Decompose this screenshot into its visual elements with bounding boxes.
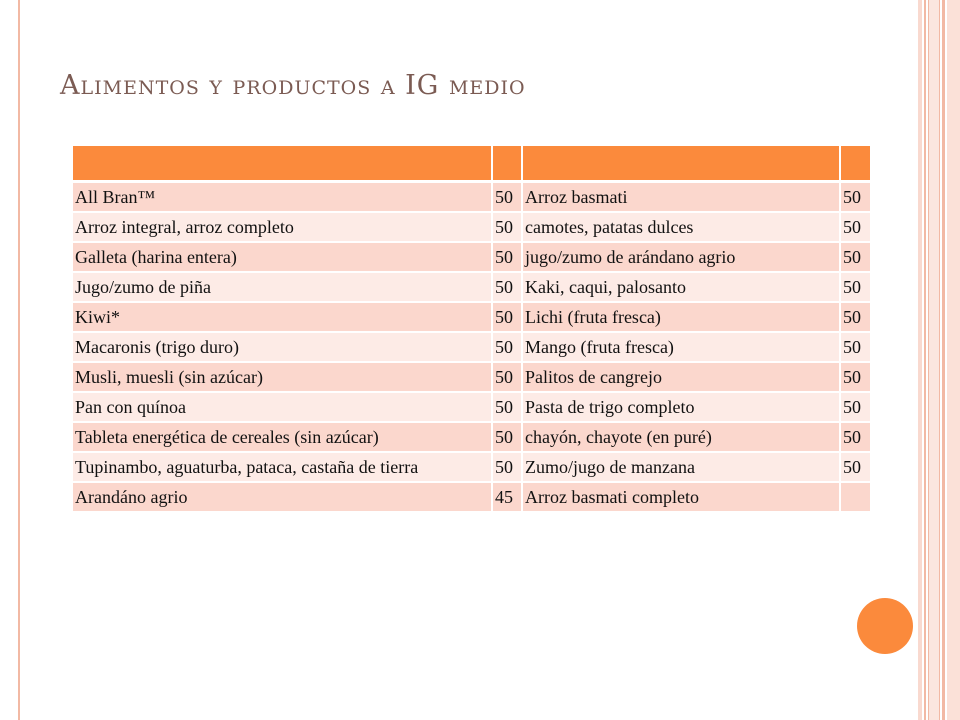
ig-value-cell: 50 bbox=[492, 332, 522, 362]
food-cell: Jugo/zumo de piña bbox=[73, 272, 492, 302]
food-cell: Kiwi* bbox=[73, 302, 492, 332]
food-cell: camotes, patatas dulces bbox=[522, 212, 840, 242]
ig-value-cell: 50 bbox=[492, 212, 522, 242]
ig-table bbox=[73, 146, 870, 513]
ig-value-cell: 50 bbox=[840, 332, 870, 362]
slide-title: Alimentos y productos a IG medio bbox=[60, 70, 526, 101]
table-row bbox=[73, 362, 870, 392]
food-cell: Musli, muesli (sin azúcar) bbox=[73, 362, 492, 392]
food-cell: Palitos de cangrejo bbox=[522, 362, 840, 392]
ig-value-cell: 50 bbox=[840, 182, 870, 213]
table-row bbox=[73, 482, 870, 512]
table-row bbox=[73, 452, 870, 482]
ig-value-cell bbox=[840, 482, 870, 512]
ig-value-cell: 50 bbox=[840, 272, 870, 302]
food-cell: Tableta energética de cereales (sin azúcar) bbox=[73, 422, 492, 452]
ig-value-cell: 50 bbox=[840, 452, 870, 482]
table-row bbox=[73, 182, 870, 213]
table-row bbox=[73, 392, 870, 422]
food-cell: Mango (fruta fresca) bbox=[522, 332, 840, 362]
ig-value-cell: 50 bbox=[492, 362, 522, 392]
header-cell bbox=[73, 146, 492, 182]
right-decorative-band bbox=[928, 0, 940, 720]
food-cell: Tupinambo, aguaturba, pataca, castaña de tierra bbox=[73, 452, 492, 482]
food-cell: Arroz integral, arroz completo bbox=[73, 212, 492, 242]
ig-value-cell: 50 bbox=[492, 182, 522, 213]
table-row bbox=[73, 242, 870, 272]
food-cell: Kaki, caqui, palosanto bbox=[522, 272, 840, 302]
table-row bbox=[73, 422, 870, 452]
ig-value-cell: 50 bbox=[492, 392, 522, 422]
ig-value-cell: 50 bbox=[840, 242, 870, 272]
food-cell: Macaronis (trigo duro) bbox=[73, 332, 492, 362]
right-decorative-band bbox=[918, 0, 922, 720]
food-cell: Zumo/jugo de manzana bbox=[522, 452, 840, 482]
table-row bbox=[73, 302, 870, 332]
food-cell: Lichi (fruta fresca) bbox=[522, 302, 840, 332]
decorative-circle bbox=[857, 598, 913, 654]
ig-value-cell: 45 bbox=[492, 482, 522, 512]
ig-value-cell: 50 bbox=[492, 452, 522, 482]
table-header-row bbox=[73, 146, 870, 182]
ig-value-cell: 50 bbox=[840, 362, 870, 392]
ig-value-cell: 50 bbox=[840, 392, 870, 422]
food-cell: Pasta de trigo completo bbox=[522, 392, 840, 422]
food-cell: chayón, chayote (en puré) bbox=[522, 422, 840, 452]
table-row bbox=[73, 332, 870, 362]
ig-value-cell: 50 bbox=[492, 272, 522, 302]
food-cell: Arroz basmati bbox=[522, 182, 840, 213]
food-cell: jugo/zumo de arándano agrio bbox=[522, 242, 840, 272]
food-cell: All Bran™ bbox=[73, 182, 492, 213]
table-row bbox=[73, 272, 870, 302]
food-cell: Pan con quínoa bbox=[73, 392, 492, 422]
ig-value-cell: 50 bbox=[492, 422, 522, 452]
ig-value-cell: 50 bbox=[840, 212, 870, 242]
ig-value-cell: 50 bbox=[492, 302, 522, 332]
header-cell bbox=[840, 146, 870, 182]
food-cell: Galleta (harina entera) bbox=[73, 242, 492, 272]
ig-value-cell: 50 bbox=[492, 242, 522, 272]
ig-value-cell: 50 bbox=[840, 302, 870, 332]
food-cell: Arroz basmati completo bbox=[522, 482, 840, 512]
food-cell: Arandáno agrio bbox=[73, 482, 492, 512]
ig-value-cell: 50 bbox=[840, 422, 870, 452]
left-decorative-rule bbox=[18, 0, 20, 720]
ig-table-body bbox=[73, 146, 870, 512]
right-decorative-band bbox=[947, 0, 960, 720]
table-row bbox=[73, 212, 870, 242]
right-decorative-band bbox=[942, 0, 945, 720]
right-decorative-band bbox=[924, 0, 926, 720]
header-cell bbox=[522, 146, 840, 182]
header-cell bbox=[492, 146, 522, 182]
